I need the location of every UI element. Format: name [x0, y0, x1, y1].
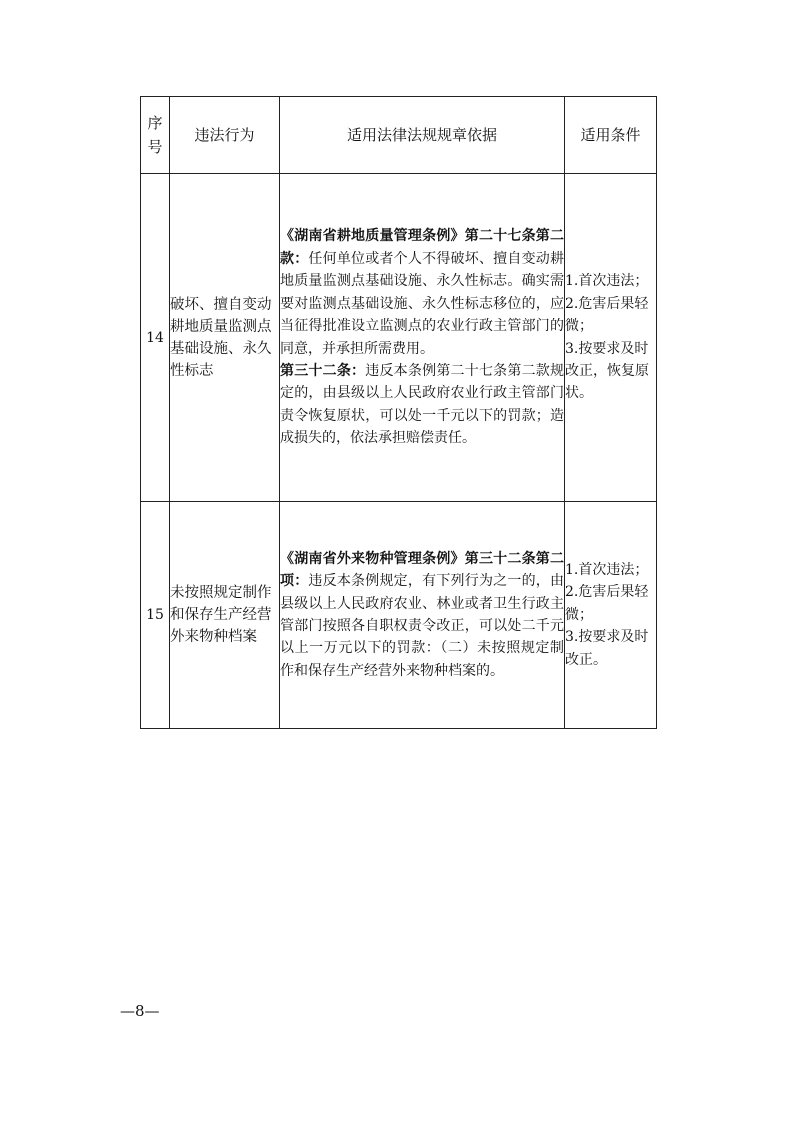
header-basis: 适用法律法规规章依据: [280, 97, 565, 174]
row-conditions: [565, 174, 657, 502]
basis-article-text: 违反本条例规定，有下列行为之一的，由县级以上人民政府农业、林业或者卫生行政主管部门按照各自职权责令改正，可以处二千元以上一万元以下的罚款：（二）未按照规定制作和保存生产经营外来物种档案的。: [280, 573, 564, 679]
penalty-table: [140, 96, 657, 729]
basis-paragraph: [280, 360, 564, 450]
row-seq: 14: [141, 174, 170, 502]
page-number: —8—: [120, 1002, 160, 1020]
table-row: [141, 502, 657, 729]
row-legal-basis: [280, 502, 565, 729]
table-header-row: [141, 97, 657, 174]
condition-item: 3.按要求及时改正，恢复原状。: [565, 340, 649, 402]
condition-item: 2.危害后果轻微；: [565, 295, 649, 335]
row-seq: 15: [141, 502, 170, 729]
condition-item: 2.危害后果轻微；: [565, 584, 649, 623]
basis-paragraph: [280, 548, 564, 682]
row-legal-basis: [280, 174, 565, 502]
basis-article-title: 《湖南省外来物种管理条例》第三十二条第二项：: [280, 550, 564, 590]
condition-item: 3.按要求及时改正。: [565, 629, 649, 668]
basis-article-title: 第三十二条：: [280, 362, 366, 379]
table-row: [141, 174, 657, 502]
condition-item: 1.首次违法；: [565, 561, 649, 578]
header-behavior: 违法行为: [170, 97, 280, 174]
basis-article-text: 任何单位或者个人不得破坏、擅自变动耕地质量监测点基础设施、永久性标志。确实需要对监测点基础设施、永久性标志移位的，应当征得批准设立监测点的农业行政主管部门的同意，并承担所需费用。: [280, 250, 564, 357]
header-conditions: 适用条件: [565, 97, 657, 174]
condition-item: 1.首次违法；: [565, 273, 649, 290]
basis-article-title: 《湖南省耕地质量管理条例》第二十七条第二款：: [280, 228, 564, 267]
basis-article-text: 违反本条例第二十七条第二款规定的，由县级以上人民政府农业行政主管部门责令恢复原状，可以处一千元以下的罚款；造成损失的，依法承担赔偿责任。: [280, 362, 565, 447]
row-conditions: [565, 502, 657, 729]
header-seq: 序号: [141, 97, 170, 174]
row-behavior: 未按照规定制作和保存生产经营外来物种档案: [170, 502, 280, 729]
row-behavior: 破坏、擅自变动耕地质量监测点基础设施、永久性标志: [170, 174, 280, 502]
basis-paragraph: [280, 225, 564, 359]
